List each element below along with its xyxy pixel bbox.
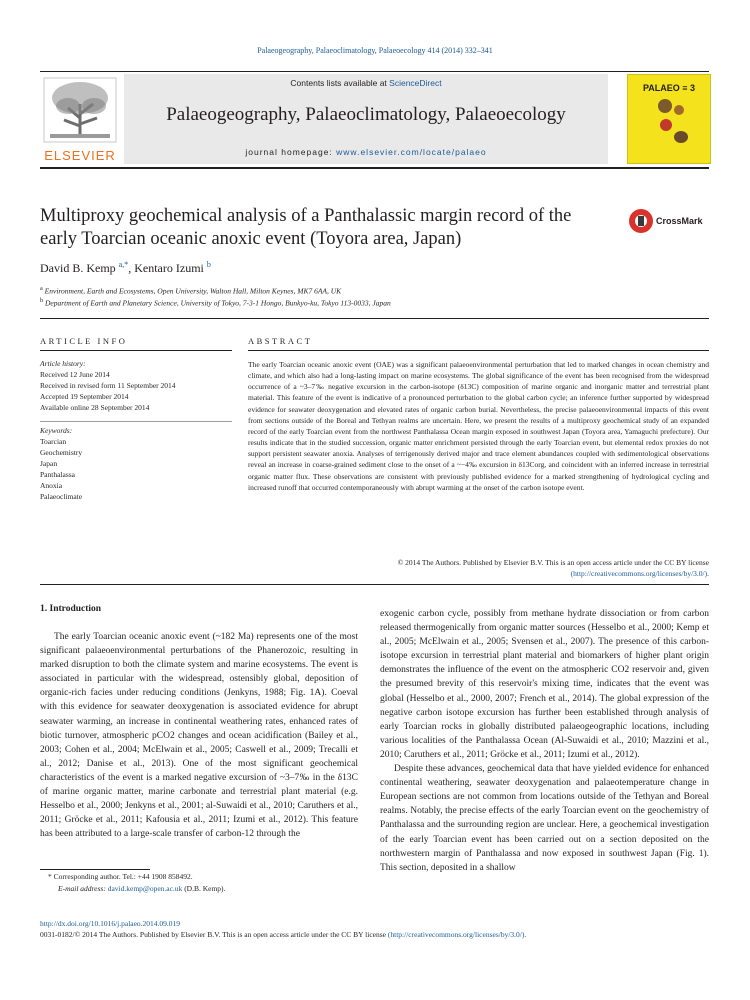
paragraph: exogenic carbon cycle, possibly from methane hydrate dissociation or from carbon released thermogenically from organic matter sources (Hesselbo et al., 2000; Kemp et al., 2005; McElwain et al., 2005; Svensen et al., 2007). The presence of this carbon-isotope excursion in terrestrial plant material and biomarkers of higher plant origin demonstrates the influence of the event on the atmospheric CO2 reservoir and, given the presumed brevity of this reservoir's mixing time, indicates that the event was global (Hesselbo et al., 2000, 2007; French et al., 2014). The global expression of the negative carbon isotope excursion has further been established through analysis of early Toarcian rocks in globally distributed palaeogeographic locations, including various localities of the Panthalassa Ocean (Al-Suwaidi et al., 2010; Mazzini et al., 2010; Caruthers et al., 2011; Gröcke et al., 2011; Izumi et al., 2012). bbox=[380, 609, 709, 760]
article-title: Multiproxy geochemical analysis of a Panthalassic margin record of the early Toarcian oceanic anoxic event (Toyora area, Japan) bbox=[40, 206, 572, 249]
keywords-label: Keywords: bbox=[40, 426, 73, 435]
affiliation-mark: b bbox=[40, 297, 44, 304]
keyword: Geochemistry bbox=[40, 448, 83, 457]
journal-cover-thumbnail[interactable] bbox=[627, 74, 711, 164]
section-rule bbox=[248, 350, 709, 351]
affiliation-mark: a bbox=[40, 285, 43, 292]
history-item: Available online 28 September 2014 bbox=[40, 403, 150, 412]
author-name[interactable]: David B. Kemp bbox=[40, 261, 119, 275]
journal-homepage bbox=[124, 147, 608, 157]
author-affiliation-mark[interactable]: b bbox=[206, 260, 211, 269]
cover-fossil-icon bbox=[658, 99, 672, 113]
corresponding-author-note: * Corresponding author. Tel.: +44 1908 858492. bbox=[48, 872, 193, 881]
keyword: Anoxia bbox=[40, 481, 63, 490]
cover-title: PALAEO ≡ 3 bbox=[642, 83, 696, 93]
crossmark-badge[interactable] bbox=[628, 207, 710, 237]
contents-line bbox=[124, 78, 608, 88]
author-affiliation-mark[interactable]: a,* bbox=[118, 260, 129, 269]
footnote-rule bbox=[40, 869, 150, 870]
affiliation-text: Environment, Earth and Ecosystems, Open University, Walton Hall, Milton Keynes, MK7 6AA, UK bbox=[44, 286, 342, 296]
abstract-heading: ABSTRACT bbox=[248, 336, 313, 346]
introduction-heading: 1. Introduction bbox=[40, 604, 102, 614]
header-rule bbox=[40, 71, 709, 72]
email-note bbox=[58, 884, 225, 893]
paragraph: Despite these advances, geochemical data that have yielded evidence for enhanced continental weathering, seawater deoxygenation and palaeotemperature change in European sections are not common from locations outside of the Tethyan and Boreal realms. Notably, the precise effects of the early Toarcian event on the geochemistry of Panthalassa and the surrounding region are unclear. Here, a geochemical investigation of the early Toarcian event has been carried out on a section deposited on the northwestern margin of Panthalassa and now exposed in southwest Japan (Fig. 1). This section, deposited in a shallow bbox=[380, 764, 709, 873]
cover-fossil-icon bbox=[660, 119, 672, 131]
affiliation-text: Department of Earth and Planetary Science, University of Tokyo, 7-3-1 Hongo, Bunkyo-ku, Tokyo 113-0033, Japan bbox=[45, 298, 391, 308]
history-item: Accepted 19 September 2014 bbox=[40, 392, 129, 401]
email-suffix: (D.B. Kemp). bbox=[182, 884, 226, 893]
crossmark-label: CrossMark bbox=[656, 216, 703, 226]
author-name[interactable]: Kentaro Izumi bbox=[134, 261, 207, 275]
paragraph: The early Toarcian oceanic anoxic event (~182 Ma) represents one of the most significant palaeoenvironmental perturbations of the Phanerozoic, resulting in marked disruption to both the climate system and marine ecosystems. The event is associated in particular with the widespread, ostensibly global, deposition of organic-rich facies under reducing conditions (Jenkyns, 1988; Fig. 1A). Coeval with this evidence for seawater deoxygenation is associated evidence for abrupt seawater warming, an increase in continental weathering rates, enhanced rates of biotic turnover, atmospheric pCO2 changes and ocean acidification (Bailey et al., 2003; Cohen et al., 2004; McElwain et al., 2005; Caswell et al., 2009; Trecalli et al., 2012; Danise et al., 2013). One of the most significant geochemical characteristics of the event is a marked negative excursion of ~3–7‰ in the δ13C of marine organic matter, marine carbonate and terrestrial plant material (e.g. Hesselbo et al., 2000; Jenkyns et al., 2001; al-Suwaidi et al., 2010; Caruthers et al., 2011; Gröcke et al., 2011; Kafousia et al., 2011; Izumi et al., 2012). This feature has been attributed to a large-scale transfer of carbon-12 through the bbox=[40, 632, 358, 840]
elsevier-tree-icon bbox=[40, 74, 120, 146]
homepage-link[interactable]: www.elsevier.com/locate/palaeo bbox=[336, 147, 487, 157]
journal-citation[interactable]: Palaeogeography, Palaeoclimatology, Palaeoecology 414 (2014) 332–341 bbox=[257, 46, 493, 55]
article-info-heading: ARTICLE INFO bbox=[40, 336, 128, 346]
email-label: E-mail address: bbox=[58, 884, 108, 893]
article-history-label: Article history: bbox=[40, 359, 86, 368]
cover-fossil-icon bbox=[674, 131, 688, 143]
contents-prefix: Contents lists available at bbox=[290, 78, 390, 88]
affiliation-a bbox=[40, 285, 341, 296]
body-column-left bbox=[40, 630, 358, 841]
footer-legal-text: 0031-0182/© 2014 The Authors. Published by Elsevier B.V. This is an open access article under the CC BY license bbox=[40, 930, 388, 939]
homepage-prefix: journal homepage: bbox=[245, 147, 337, 157]
keyword: Toarcian bbox=[40, 437, 67, 446]
author-separator: , bbox=[128, 261, 135, 275]
section-rule bbox=[40, 350, 232, 351]
affiliation-b bbox=[40, 297, 391, 308]
footer-legal bbox=[40, 930, 526, 939]
section-rule bbox=[40, 584, 709, 585]
section-rule bbox=[40, 421, 232, 422]
author-list bbox=[40, 260, 211, 276]
journal-title: Palaeogeography, Palaeoclimatology, Palaeoecology bbox=[166, 104, 566, 125]
history-item: Received 12 June 2014 bbox=[40, 370, 110, 379]
body-column-right bbox=[380, 607, 709, 875]
cover-fossil-icon bbox=[674, 105, 684, 115]
copyright-text: © 2014 The Authors. Published by Elsevier B.V. This is an open access article under the CC BY license bbox=[397, 558, 709, 567]
license-link[interactable]: (http://creativecommons.org/licenses/by/3.0/). bbox=[570, 569, 709, 579]
email-link[interactable]: david.kemp@open.ac.uk bbox=[107, 884, 183, 893]
abstract-text: The early Toarcian oceanic anoxic event (OAE) was a significant palaeoenvironmental perturbation that led to marked changes in ocean chemistry and climate, and which also had a long-lasting impact on marine ecosystems. The global significance of the event has been recognised from the widespread occurrence of a ~3–7‰ negative excursion in the carbon-isotope (δ13C) composition of marine organic and inorganic matter and terrestrial plant material. This feature of the event is indicative of a pronounced perturbation to the global carbon cycle; an inference further supported by widespread evidence for seawater deoxygenation and elevated rates of organic carbon burial. Nevertheless, the precise palaeoenvironmental impacts of this event from sections outside of the Boreal and Tethyan realms are uncertain. Here, we present the results of a multiproxy geochemical study of an expanded record of the early Toarcian event from the northwest Panthalassa Ocean margin exposed in southwest Japan (Toyora area, Yamaguchi prefecture). Our results indicate that in the studied succession, organic matter enrichment persisted through the early Toarcian event, but elemental redox proxies do not support persistent seawater anoxia. Analyses of terrigenously derived major and trace element abundances coupled with sedimentological observations reveal an increase in coarse-grained sediment close to the onset of a ~−4‰ excursion in δ13Corg, and coincident with an inferred increase in terrestrial organic matter flux. These observations are consistent with previously published evidence for a marked strengthening of hydrological cycling and increased runoff that occurred contemporaneously with abrupt warming at the onset of the carbon isotope event. bbox=[248, 360, 709, 492]
history-item: Received in revised form 11 September 2014 bbox=[40, 381, 176, 390]
copyright-notice bbox=[248, 557, 709, 579]
keyword: Japan bbox=[40, 459, 58, 468]
sciencedirect-link[interactable]: ScienceDirect bbox=[389, 78, 442, 88]
section-rule bbox=[40, 318, 709, 319]
keyword: Panthalassa bbox=[40, 470, 75, 479]
footer-license-link[interactable]: (http://creativecommons.org/licenses/by/3.0/). bbox=[387, 930, 527, 939]
header-rule bbox=[40, 167, 709, 169]
keyword: Palaeoclimate bbox=[40, 492, 83, 501]
elsevier-wordmark: ELSEVIER bbox=[44, 148, 116, 163]
doi-link[interactable]: http://dx.doi.org/10.1016/j.palaeo.2014.09.019 bbox=[40, 919, 181, 928]
